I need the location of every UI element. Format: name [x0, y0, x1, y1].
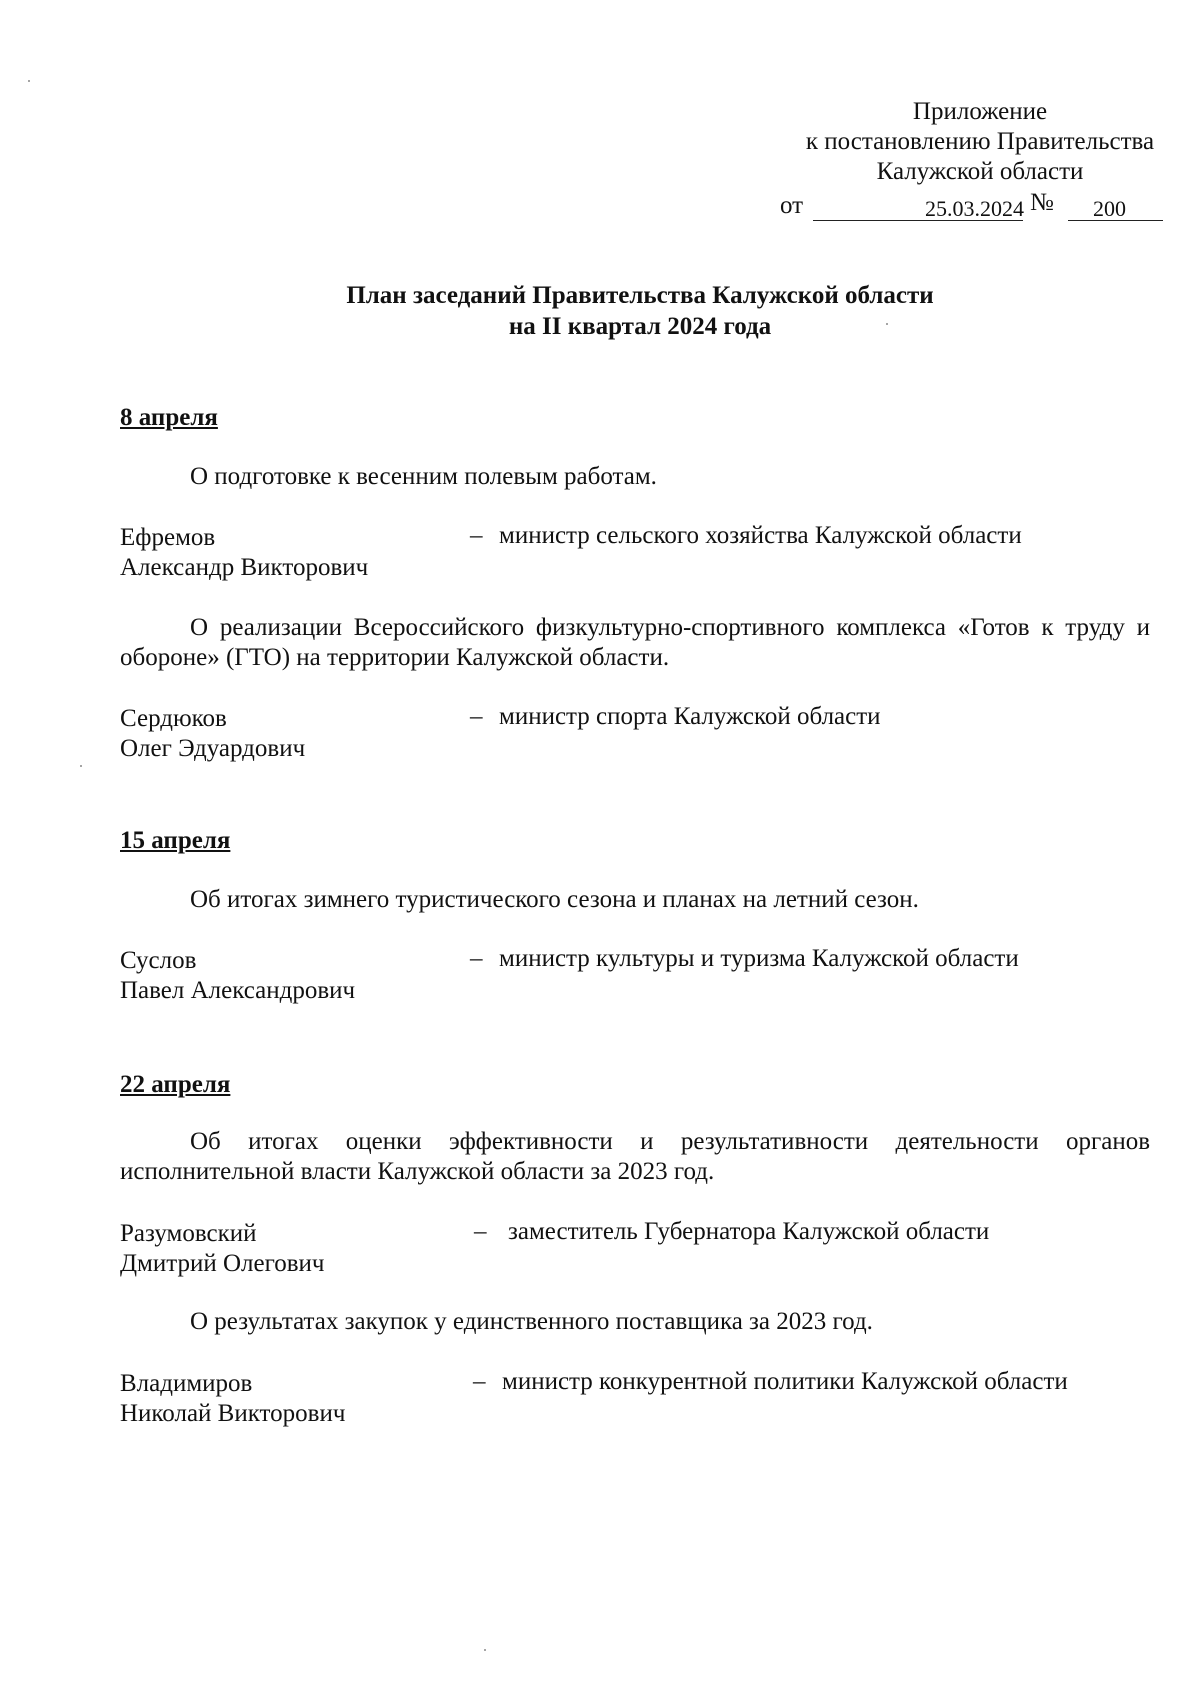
speaker-dash: –: [473, 1368, 486, 1395]
agenda-topic: Об итогах зимнего туристического сезона и планах на летний сезон.: [190, 886, 919, 913]
speaker-first-name: Дмитрий Олегович: [120, 1250, 325, 1277]
scan-speck: [484, 1649, 486, 1651]
speaker-role: министр спорта Калужской области: [499, 703, 881, 730]
speaker-last-name: Ефремов: [120, 524, 216, 551]
speaker-last-name: Разумовский: [120, 1220, 257, 1247]
decree-number: 200: [1093, 196, 1126, 221]
speaker-first-name: Олег Эдуардович: [120, 735, 306, 762]
speaker-role: министр культуры и туризма Калужской области: [499, 945, 1019, 972]
section-date: 22 апреля: [120, 1071, 231, 1098]
agenda-topic: О реализации Всероссийского физкультурно-спортивного комплекса «Готов к труду и обороне» (ГТО) на территории Калужской области.: [120, 614, 1150, 671]
speaker-dash: –: [470, 703, 483, 730]
document-title: [0, 280, 1200, 342]
number-sign: №: [1030, 189, 1054, 216]
agenda-topic: О результатах закупок у единственного поставщика за 2023 год.: [190, 1308, 873, 1335]
speaker-first-name: Александр Викторович: [120, 554, 369, 581]
scan-speck: [28, 80, 30, 82]
decree-date: 25.03.2024: [925, 196, 1024, 221]
speaker-first-name: Павел Александрович: [120, 977, 356, 1004]
agenda-topic: О подготовке к весенним полевым работам.: [190, 463, 657, 490]
speaker-role: министр конкурентной политики Калужской области: [502, 1368, 1068, 1395]
speaker-role: министр сельского хозяйства Калужской области: [499, 522, 1022, 549]
appendix-region-line: Калужской области: [876, 158, 1084, 185]
section-date: 8 апреля: [120, 404, 218, 431]
agenda-topic: Об итогах оценки эффективности и результативности деятельности органов исполнительной власти Калужской области за 2023 год.: [120, 1128, 1150, 1185]
speaker-dash: –: [470, 945, 483, 972]
speaker-role: заместитель Губернатора Калужской области: [508, 1218, 990, 1245]
appendix-label: Приложение: [912, 98, 1048, 125]
speaker-last-name: Владимиров: [120, 1370, 253, 1397]
speaker-first-name: Николай Викторович: [120, 1400, 346, 1427]
speaker-dash: –: [474, 1218, 487, 1245]
title-line-1: План заседаний Правительства Калужской области: [346, 282, 934, 309]
section-date: 15 апреля: [120, 827, 231, 854]
from-label: от: [780, 192, 804, 219]
scan-speck: [80, 765, 82, 767]
speaker-last-name: Суслов: [120, 947, 197, 974]
speaker-last-name: Сердюков: [120, 705, 227, 732]
speaker-dash: –: [470, 522, 483, 549]
title-line-2: на II квартал 2024 года: [508, 313, 772, 340]
appendix-decree-line: к постановлению Правительства: [805, 128, 1155, 155]
